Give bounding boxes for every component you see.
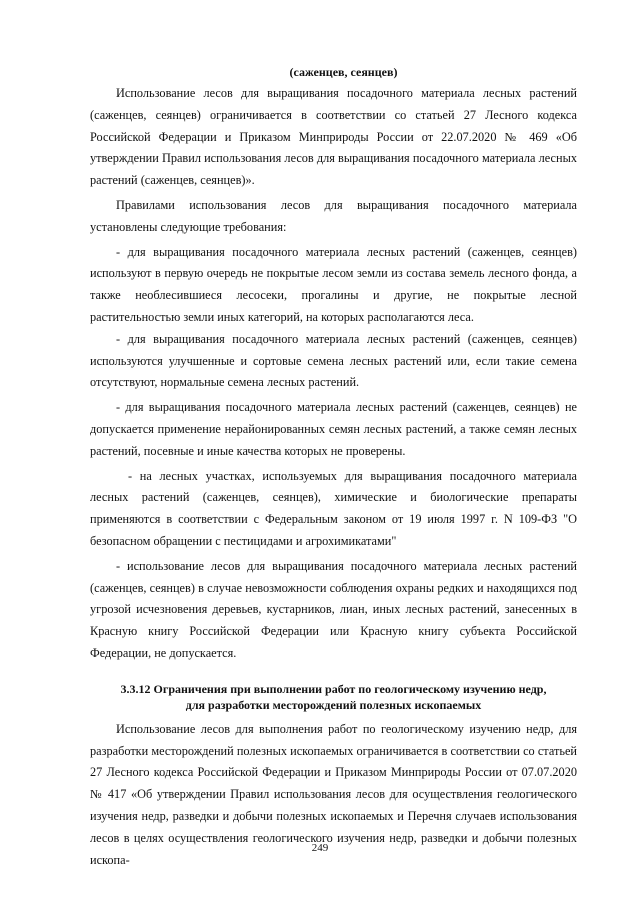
list-item-chemicals: - на лесных участках, используемых для выращивания посадочного материала лесных растений (саженцев, сеянцев), химические и биологические препараты применяются в соответствии с Федеральным законом от 19 июля 1997 г. N 109-ФЗ "О безопасном обращении с пестицидами и агрохимикатами" bbox=[90, 468, 577, 548]
paragraph-requirements: Правилами использования лесов для выращивания посадочного материала установлены следующие требования: bbox=[90, 197, 577, 234]
continued-heading: (саженцев, сеянцев) bbox=[289, 65, 398, 79]
section-heading bbox=[90, 681, 577, 713]
page-content bbox=[90, 63, 577, 871]
list-item-seeds: - для выращивания посадочного материала лесных растений (саженцев, сеянцев) используются улучшенные и сортовые семена лесных растений или, если такие семена отсутствуют, нормальные семена лесных растений. bbox=[90, 331, 577, 390]
page-number: 249 bbox=[311, 842, 329, 854]
list-item-land-use: - для выращивания посадочного материала лесных растений (саженцев, сеянцев) используют в первую очередь не покрытые лесом земли из состава земель лесного фонда, а также необлесившиеся лесосеки, прогалины и другие, не покрытые лесной растительностью земли иных категорий, на которых располагаются леса. bbox=[90, 244, 577, 324]
section-heading-line-1: 3.3.12 Ограничения при выполнении работ по геологическому изучению недр, bbox=[120, 681, 547, 696]
paragraph-geology: Использование лесов для выполнения работ по геологическому изучению недр, для разработки месторождений полезных ископаемых ограничивается в соответствии со статьей 27 Лесного кодекса Российской Федерации и Приказом Минприроды России от 07.07.2020 № 417 «Об утверждении Правил использования лесов для осуществления геологического изучения недр, разведки и добычи полезных ископаемых и Перечня случаев использования лесов в целях осуществления геологического изучения недр, разведки и добычи полезных ископа- bbox=[90, 721, 577, 867]
list-item-non-zoned-seeds: - для выращивания посадочного материала лесных растений (саженцев, сеянцев) не допускается применение нерайонированных семян лесных растений, а также семян лесных растений, посевные и иные качества которых не проверены. bbox=[90, 400, 577, 458]
list-item-red-book: - использование лесов для выращивания посадочного материала лесных растений (саженцев, сеянцев) в случае невозможности соблюдения охраны редких и находящихся под угрозой исчезновения деревьев, кустарников, лиан, иных лесных растений, занесенных в Красную книгу Российской Федерации или Красную книгу субъекта Российской Федерации, не допускается. bbox=[90, 558, 577, 660]
section-heading-line-2: для разработки месторождений полезных ископаемых bbox=[185, 697, 482, 712]
paragraph-intro: Использование лесов для выращивания посадочного материала лесных растений (саженцев, сеянцев) ограничивается в соответствии со статьей 27 Лесного кодекса Российской Федерации и Приказом Минприроды России от 22.07.2020 № 469 «Об утверждении Правил использования лесов для выращивания посадочного материала лесных растений (саженцев, сеянцев)». bbox=[90, 86, 577, 188]
